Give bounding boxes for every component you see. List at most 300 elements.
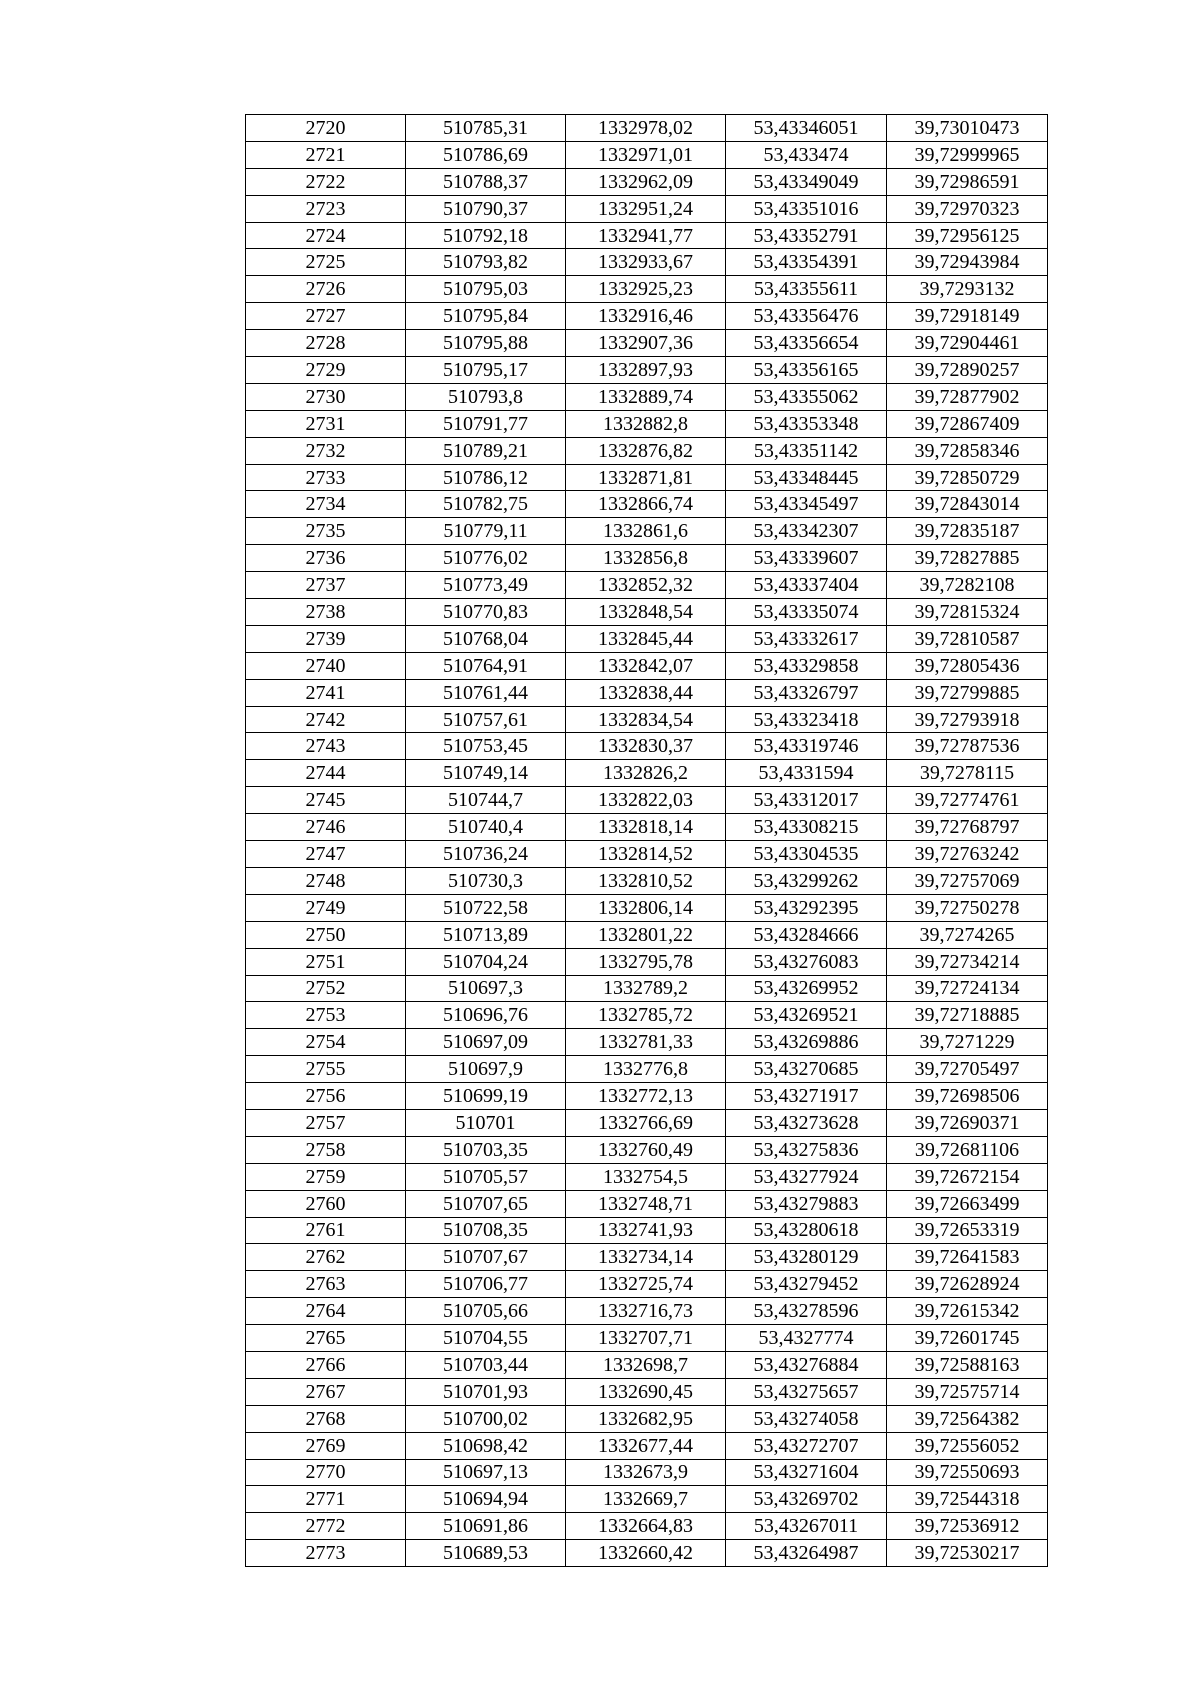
- table-row: [246, 1217, 1048, 1244]
- y-coordinate-cell: 1332916,46: [566, 303, 726, 330]
- point-number-cell: 2726: [246, 276, 406, 303]
- y-coordinate-cell: 1332814,52: [566, 841, 726, 868]
- y-coordinate-cell: 1332795,78: [566, 948, 726, 975]
- point-number-cell: 2723: [246, 195, 406, 222]
- latitude-cell: 53,43326797: [726, 679, 887, 706]
- longitude-cell: 39,72835187: [887, 518, 1048, 545]
- y-coordinate-cell: 1332830,37: [566, 733, 726, 760]
- table-row: [246, 141, 1048, 168]
- point-number-cell: 2725: [246, 249, 406, 276]
- longitude-cell: 39,7278115: [887, 760, 1048, 787]
- y-coordinate-cell: 1332871,81: [566, 464, 726, 491]
- point-number-cell: 2760: [246, 1190, 406, 1217]
- x-coordinate-cell: 510749,14: [406, 760, 566, 787]
- latitude-cell: 53,43356165: [726, 357, 887, 384]
- longitude-cell: 39,72663499: [887, 1190, 1048, 1217]
- table-row: [246, 1432, 1048, 1459]
- latitude-cell: 53,43323418: [726, 706, 887, 733]
- x-coordinate-cell: 510786,69: [406, 141, 566, 168]
- x-coordinate-cell: 510705,66: [406, 1298, 566, 1325]
- point-number-cell: 2733: [246, 464, 406, 491]
- y-coordinate-cell: 1332664,83: [566, 1513, 726, 1540]
- longitude-cell: 39,72575714: [887, 1378, 1048, 1405]
- x-coordinate-cell: 510708,35: [406, 1217, 566, 1244]
- coordinates-table-body: [246, 115, 1048, 1567]
- point-number-cell: 2720: [246, 115, 406, 142]
- latitude-cell: 53,433474: [726, 141, 887, 168]
- x-coordinate-cell: 510790,37: [406, 195, 566, 222]
- y-coordinate-cell: 1332801,22: [566, 921, 726, 948]
- latitude-cell: 53,43280129: [726, 1244, 887, 1271]
- latitude-cell: 53,43329858: [726, 652, 887, 679]
- y-coordinate-cell: 1332845,44: [566, 625, 726, 652]
- coordinates-table: [245, 114, 1048, 1567]
- table-row: [246, 1405, 1048, 1432]
- point-number-cell: 2731: [246, 410, 406, 437]
- latitude-cell: 53,43271917: [726, 1083, 887, 1110]
- y-coordinate-cell: 1332882,8: [566, 410, 726, 437]
- x-coordinate-cell: 510753,45: [406, 733, 566, 760]
- point-number-cell: 2735: [246, 518, 406, 545]
- table-row: [246, 437, 1048, 464]
- table-row: [246, 1271, 1048, 1298]
- table-row: [246, 652, 1048, 679]
- point-number-cell: 2732: [246, 437, 406, 464]
- x-coordinate-cell: 510696,76: [406, 1002, 566, 1029]
- x-coordinate-cell: 510689,53: [406, 1540, 566, 1567]
- point-number-cell: 2767: [246, 1378, 406, 1405]
- x-coordinate-cell: 510788,37: [406, 168, 566, 195]
- y-coordinate-cell: 1332682,95: [566, 1405, 726, 1432]
- x-coordinate-cell: 510703,35: [406, 1136, 566, 1163]
- longitude-cell: 39,72628924: [887, 1271, 1048, 1298]
- point-number-cell: 2771: [246, 1486, 406, 1513]
- table-row: [246, 1325, 1048, 1352]
- longitude-cell: 39,72805436: [887, 652, 1048, 679]
- table-row: [246, 1513, 1048, 1540]
- table-row: [246, 1540, 1048, 1567]
- table-row: [246, 1486, 1048, 1513]
- longitude-cell: 39,72787536: [887, 733, 1048, 760]
- point-number-cell: 2752: [246, 975, 406, 1002]
- latitude-cell: 53,43278596: [726, 1298, 887, 1325]
- table-row: [246, 1083, 1048, 1110]
- table-row: [246, 679, 1048, 706]
- table-row: [246, 1136, 1048, 1163]
- longitude-cell: 39,72815324: [887, 599, 1048, 626]
- x-coordinate-cell: 510697,9: [406, 1056, 566, 1083]
- point-number-cell: 2738: [246, 599, 406, 626]
- latitude-cell: 53,43356654: [726, 330, 887, 357]
- x-coordinate-cell: 510730,3: [406, 867, 566, 894]
- point-number-cell: 2766: [246, 1351, 406, 1378]
- point-number-cell: 2740: [246, 652, 406, 679]
- y-coordinate-cell: 1332754,5: [566, 1163, 726, 1190]
- x-coordinate-cell: 510795,84: [406, 303, 566, 330]
- y-coordinate-cell: 1332842,07: [566, 652, 726, 679]
- x-coordinate-cell: 510703,44: [406, 1351, 566, 1378]
- x-coordinate-cell: 510786,12: [406, 464, 566, 491]
- point-number-cell: 2756: [246, 1083, 406, 1110]
- x-coordinate-cell: 510700,02: [406, 1405, 566, 1432]
- x-coordinate-cell: 510792,18: [406, 222, 566, 249]
- y-coordinate-cell: 1332766,69: [566, 1109, 726, 1136]
- point-number-cell: 2761: [246, 1217, 406, 1244]
- y-coordinate-cell: 1332848,54: [566, 599, 726, 626]
- x-coordinate-cell: 510706,77: [406, 1271, 566, 1298]
- latitude-cell: 53,43276884: [726, 1351, 887, 1378]
- x-coordinate-cell: 510697,3: [406, 975, 566, 1002]
- table-row: [246, 733, 1048, 760]
- x-coordinate-cell: 510697,13: [406, 1459, 566, 1486]
- point-number-cell: 2762: [246, 1244, 406, 1271]
- x-coordinate-cell: 510740,4: [406, 814, 566, 841]
- y-coordinate-cell: 1332677,44: [566, 1432, 726, 1459]
- latitude-cell: 53,43312017: [726, 787, 887, 814]
- x-coordinate-cell: 510691,86: [406, 1513, 566, 1540]
- latitude-cell: 53,43279452: [726, 1271, 887, 1298]
- x-coordinate-cell: 510793,82: [406, 249, 566, 276]
- longitude-cell: 39,72588163: [887, 1351, 1048, 1378]
- table-row: [246, 195, 1048, 222]
- y-coordinate-cell: 1332941,77: [566, 222, 726, 249]
- y-coordinate-cell: 1332822,03: [566, 787, 726, 814]
- latitude-cell: 53,43348445: [726, 464, 887, 491]
- longitude-cell: 39,72827885: [887, 545, 1048, 572]
- y-coordinate-cell: 1332698,7: [566, 1351, 726, 1378]
- x-coordinate-cell: 510770,83: [406, 599, 566, 626]
- longitude-cell: 39,72763242: [887, 841, 1048, 868]
- latitude-cell: 53,43279883: [726, 1190, 887, 1217]
- y-coordinate-cell: 1332933,67: [566, 249, 726, 276]
- latitude-cell: 53,43269952: [726, 975, 887, 1002]
- latitude-cell: 53,43354391: [726, 249, 887, 276]
- longitude-cell: 39,72536912: [887, 1513, 1048, 1540]
- y-coordinate-cell: 1332971,01: [566, 141, 726, 168]
- point-number-cell: 2769: [246, 1432, 406, 1459]
- point-number-cell: 2743: [246, 733, 406, 760]
- latitude-cell: 53,43267011: [726, 1513, 887, 1540]
- latitude-cell: 53,43355611: [726, 276, 887, 303]
- longitude-cell: 39,72556052: [887, 1432, 1048, 1459]
- point-number-cell: 2727: [246, 303, 406, 330]
- longitude-cell: 39,72799885: [887, 679, 1048, 706]
- longitude-cell: 39,72793918: [887, 706, 1048, 733]
- point-number-cell: 2739: [246, 625, 406, 652]
- x-coordinate-cell: 510704,55: [406, 1325, 566, 1352]
- latitude-cell: 53,43264987: [726, 1540, 887, 1567]
- longitude-cell: 39,72904461: [887, 330, 1048, 357]
- longitude-cell: 39,72564382: [887, 1405, 1048, 1432]
- table-row: [246, 1378, 1048, 1405]
- table-row: [246, 168, 1048, 195]
- x-coordinate-cell: 510707,65: [406, 1190, 566, 1217]
- latitude-cell: 53,43274058: [726, 1405, 887, 1432]
- latitude-cell: 53,43319746: [726, 733, 887, 760]
- longitude-cell: 39,72858346: [887, 437, 1048, 464]
- x-coordinate-cell: 510791,77: [406, 410, 566, 437]
- longitude-cell: 39,72705497: [887, 1056, 1048, 1083]
- longitude-cell: 39,72843014: [887, 491, 1048, 518]
- y-coordinate-cell: 1332826,2: [566, 760, 726, 787]
- longitude-cell: 39,7282108: [887, 572, 1048, 599]
- longitude-cell: 39,72653319: [887, 1217, 1048, 1244]
- y-coordinate-cell: 1332707,71: [566, 1325, 726, 1352]
- longitude-cell: 39,72768797: [887, 814, 1048, 841]
- longitude-cell: 39,72681106: [887, 1136, 1048, 1163]
- longitude-cell: 39,72550693: [887, 1459, 1048, 1486]
- y-coordinate-cell: 1332925,23: [566, 276, 726, 303]
- latitude-cell: 53,43269702: [726, 1486, 887, 1513]
- latitude-cell: 53,43292395: [726, 894, 887, 921]
- x-coordinate-cell: 510757,61: [406, 706, 566, 733]
- table-row: [246, 787, 1048, 814]
- point-number-cell: 2737: [246, 572, 406, 599]
- table-row: [246, 1351, 1048, 1378]
- table-row: [246, 1190, 1048, 1217]
- longitude-cell: 39,72615342: [887, 1298, 1048, 1325]
- point-number-cell: 2722: [246, 168, 406, 195]
- point-number-cell: 2741: [246, 679, 406, 706]
- x-coordinate-cell: 510736,24: [406, 841, 566, 868]
- y-coordinate-cell: 1332772,13: [566, 1083, 726, 1110]
- table-row: [246, 383, 1048, 410]
- table-row: [246, 1244, 1048, 1271]
- longitude-cell: 39,72943984: [887, 249, 1048, 276]
- point-number-cell: 2747: [246, 841, 406, 868]
- point-number-cell: 2751: [246, 948, 406, 975]
- y-coordinate-cell: 1332789,2: [566, 975, 726, 1002]
- point-number-cell: 2768: [246, 1405, 406, 1432]
- table-row: [246, 814, 1048, 841]
- longitude-cell: 39,72890257: [887, 357, 1048, 384]
- y-coordinate-cell: 1332897,93: [566, 357, 726, 384]
- latitude-cell: 53,43269521: [726, 1002, 887, 1029]
- y-coordinate-cell: 1332856,8: [566, 545, 726, 572]
- longitude-cell: 39,72810587: [887, 625, 1048, 652]
- y-coordinate-cell: 1332810,52: [566, 867, 726, 894]
- point-number-cell: 2750: [246, 921, 406, 948]
- longitude-cell: 39,72750278: [887, 894, 1048, 921]
- table-row: [246, 518, 1048, 545]
- longitude-cell: 39,72877902: [887, 383, 1048, 410]
- latitude-cell: 53,43346051: [726, 115, 887, 142]
- point-number-cell: 2758: [246, 1136, 406, 1163]
- longitude-cell: 39,72867409: [887, 410, 1048, 437]
- longitude-cell: 39,72999965: [887, 141, 1048, 168]
- table-row: [246, 948, 1048, 975]
- latitude-cell: 53,43284666: [726, 921, 887, 948]
- latitude-cell: 53,43299262: [726, 867, 887, 894]
- x-coordinate-cell: 510779,11: [406, 518, 566, 545]
- point-number-cell: 2742: [246, 706, 406, 733]
- longitude-cell: 39,72986591: [887, 168, 1048, 195]
- point-number-cell: 2721: [246, 141, 406, 168]
- latitude-cell: 53,43272707: [726, 1432, 887, 1459]
- y-coordinate-cell: 1332690,45: [566, 1378, 726, 1405]
- table-row: [246, 357, 1048, 384]
- point-number-cell: 2728: [246, 330, 406, 357]
- table-row: [246, 1459, 1048, 1486]
- y-coordinate-cell: 1332669,7: [566, 1486, 726, 1513]
- latitude-cell: 53,43277924: [726, 1163, 887, 1190]
- longitude-cell: 39,72734214: [887, 948, 1048, 975]
- table-row: [246, 115, 1048, 142]
- table-row: [246, 491, 1048, 518]
- latitude-cell: 53,43269886: [726, 1029, 887, 1056]
- table-row: [246, 410, 1048, 437]
- x-coordinate-cell: 510698,42: [406, 1432, 566, 1459]
- table-row: [246, 625, 1048, 652]
- x-coordinate-cell: 510764,91: [406, 652, 566, 679]
- y-coordinate-cell: 1332852,32: [566, 572, 726, 599]
- y-coordinate-cell: 1332734,14: [566, 1244, 726, 1271]
- y-coordinate-cell: 1332781,33: [566, 1029, 726, 1056]
- y-coordinate-cell: 1332962,09: [566, 168, 726, 195]
- table-row: [246, 545, 1048, 572]
- point-number-cell: 2759: [246, 1163, 406, 1190]
- x-coordinate-cell: 510795,88: [406, 330, 566, 357]
- y-coordinate-cell: 1332834,54: [566, 706, 726, 733]
- longitude-cell: 39,72530217: [887, 1540, 1048, 1567]
- longitude-cell: 39,7271229: [887, 1029, 1048, 1056]
- point-number-cell: 2765: [246, 1325, 406, 1352]
- longitude-cell: 39,72850729: [887, 464, 1048, 491]
- latitude-cell: 53,43351142: [726, 437, 887, 464]
- point-number-cell: 2745: [246, 787, 406, 814]
- table-row: [246, 1109, 1048, 1136]
- latitude-cell: 53,43332617: [726, 625, 887, 652]
- latitude-cell: 53,4331594: [726, 760, 887, 787]
- table-row: [246, 706, 1048, 733]
- longitude-cell: 39,72718885: [887, 1002, 1048, 1029]
- y-coordinate-cell: 1332660,42: [566, 1540, 726, 1567]
- longitude-cell: 39,73010473: [887, 115, 1048, 142]
- latitude-cell: 53,43351016: [726, 195, 887, 222]
- x-coordinate-cell: 510782,75: [406, 491, 566, 518]
- y-coordinate-cell: 1332978,02: [566, 115, 726, 142]
- latitude-cell: 53,43335074: [726, 599, 887, 626]
- y-coordinate-cell: 1332748,71: [566, 1190, 726, 1217]
- longitude-cell: 39,72690371: [887, 1109, 1048, 1136]
- y-coordinate-cell: 1332876,82: [566, 437, 726, 464]
- y-coordinate-cell: 1332907,36: [566, 330, 726, 357]
- table-row: [246, 572, 1048, 599]
- point-number-cell: 2730: [246, 383, 406, 410]
- longitude-cell: 39,72698506: [887, 1083, 1048, 1110]
- x-coordinate-cell: 510713,89: [406, 921, 566, 948]
- x-coordinate-cell: 510701,93: [406, 1378, 566, 1405]
- table-row: [246, 249, 1048, 276]
- latitude-cell: 53,43304535: [726, 841, 887, 868]
- longitude-cell: 39,72774761: [887, 787, 1048, 814]
- table-row: [246, 1163, 1048, 1190]
- latitude-cell: 53,43356476: [726, 303, 887, 330]
- latitude-cell: 53,43355062: [726, 383, 887, 410]
- point-number-cell: 2746: [246, 814, 406, 841]
- x-coordinate-cell: 510793,8: [406, 383, 566, 410]
- latitude-cell: 53,43339607: [726, 545, 887, 572]
- x-coordinate-cell: 510705,57: [406, 1163, 566, 1190]
- table-row: [246, 303, 1048, 330]
- table-row: [246, 894, 1048, 921]
- x-coordinate-cell: 510707,67: [406, 1244, 566, 1271]
- point-number-cell: 2748: [246, 867, 406, 894]
- x-coordinate-cell: 510795,17: [406, 357, 566, 384]
- x-coordinate-cell: 510768,04: [406, 625, 566, 652]
- table-row: [246, 599, 1048, 626]
- y-coordinate-cell: 1332951,24: [566, 195, 726, 222]
- point-number-cell: 2729: [246, 357, 406, 384]
- table-row: [246, 276, 1048, 303]
- y-coordinate-cell: 1332866,74: [566, 491, 726, 518]
- longitude-cell: 39,72956125: [887, 222, 1048, 249]
- point-number-cell: 2753: [246, 1002, 406, 1029]
- x-coordinate-cell: 510701: [406, 1109, 566, 1136]
- latitude-cell: 53,43276083: [726, 948, 887, 975]
- table-row: [246, 921, 1048, 948]
- x-coordinate-cell: 510789,21: [406, 437, 566, 464]
- y-coordinate-cell: 1332725,74: [566, 1271, 726, 1298]
- table-row: [246, 760, 1048, 787]
- table-row: [246, 1029, 1048, 1056]
- x-coordinate-cell: 510795,03: [406, 276, 566, 303]
- table-row: [246, 222, 1048, 249]
- point-number-cell: 2773: [246, 1540, 406, 1567]
- y-coordinate-cell: 1332838,44: [566, 679, 726, 706]
- y-coordinate-cell: 1332776,8: [566, 1056, 726, 1083]
- point-number-cell: 2764: [246, 1298, 406, 1325]
- y-coordinate-cell: 1332785,72: [566, 1002, 726, 1029]
- longitude-cell: 39,72601745: [887, 1325, 1048, 1352]
- longitude-cell: 39,72757069: [887, 867, 1048, 894]
- point-number-cell: 2734: [246, 491, 406, 518]
- point-number-cell: 2754: [246, 1029, 406, 1056]
- x-coordinate-cell: 510773,49: [406, 572, 566, 599]
- table-row: [246, 867, 1048, 894]
- longitude-cell: 39,72641583: [887, 1244, 1048, 1271]
- latitude-cell: 53,43271604: [726, 1459, 887, 1486]
- point-number-cell: 2755: [246, 1056, 406, 1083]
- latitude-cell: 53,43275657: [726, 1378, 887, 1405]
- table-row: [246, 1056, 1048, 1083]
- y-coordinate-cell: 1332818,14: [566, 814, 726, 841]
- latitude-cell: 53,4327774: [726, 1325, 887, 1352]
- x-coordinate-cell: 510699,19: [406, 1083, 566, 1110]
- y-coordinate-cell: 1332741,93: [566, 1217, 726, 1244]
- longitude-cell: 39,72724134: [887, 975, 1048, 1002]
- point-number-cell: 2724: [246, 222, 406, 249]
- longitude-cell: 39,7274265: [887, 921, 1048, 948]
- y-coordinate-cell: 1332861,6: [566, 518, 726, 545]
- latitude-cell: 53,43353348: [726, 410, 887, 437]
- latitude-cell: 53,43337404: [726, 572, 887, 599]
- x-coordinate-cell: 510785,31: [406, 115, 566, 142]
- table-row: [246, 464, 1048, 491]
- longitude-cell: 39,72544318: [887, 1486, 1048, 1513]
- y-coordinate-cell: 1332806,14: [566, 894, 726, 921]
- point-number-cell: 2744: [246, 760, 406, 787]
- longitude-cell: 39,72970323: [887, 195, 1048, 222]
- point-number-cell: 2757: [246, 1109, 406, 1136]
- latitude-cell: 53,43349049: [726, 168, 887, 195]
- x-coordinate-cell: 510776,02: [406, 545, 566, 572]
- point-number-cell: 2763: [246, 1271, 406, 1298]
- point-number-cell: 2772: [246, 1513, 406, 1540]
- latitude-cell: 53,43270685: [726, 1056, 887, 1083]
- latitude-cell: 53,43345497: [726, 491, 887, 518]
- point-number-cell: 2770: [246, 1459, 406, 1486]
